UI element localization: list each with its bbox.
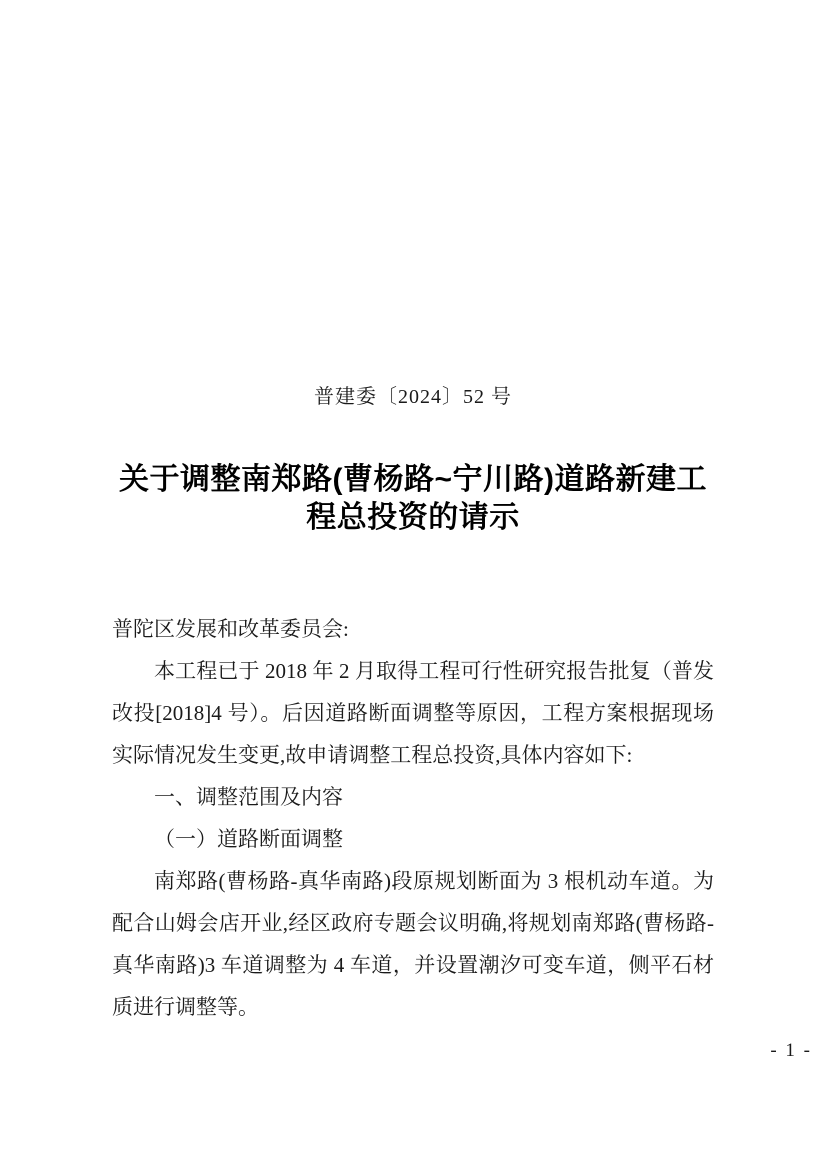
page-number: - 1 - <box>770 1040 812 1061</box>
document-title-line-1: 关于调整南郑路(曹杨路~宁川路)道路新建工 <box>119 463 707 496</box>
document-title <box>0 461 826 537</box>
document-title-line-2: 程总投资的请示 <box>306 501 520 534</box>
salutation: 普陀区发展和改革委员会: <box>112 617 349 641</box>
paragraph-road-section: 南郑路(曹杨路-真华南路)段原规划断面为 3 根机动车道。为配合山姆会店开业,经区政府专题会议明确,将规划南郑路(曹杨路-真华南路)3 车道调整为 4 车道，并设置潮汐可变车道，侧平石材质进行调整等。 <box>112 869 714 1019</box>
document-number: 普建委〔2024〕52 号 <box>314 386 512 408</box>
subsection-heading: （一）道路断面调整 <box>154 827 343 851</box>
document-body <box>112 608 714 1028</box>
paragraph-intro: 本工程已于 2018 年 2 月取得工程可行性研究报告批复（普发改投[2018]4 号）。后因道路断面调整等原因，工程方案根据现场实际情况发生变更,故申请调整工程总投资,具体内容如下: <box>112 659 714 767</box>
section-heading: 一、调整范围及内容 <box>154 785 343 809</box>
